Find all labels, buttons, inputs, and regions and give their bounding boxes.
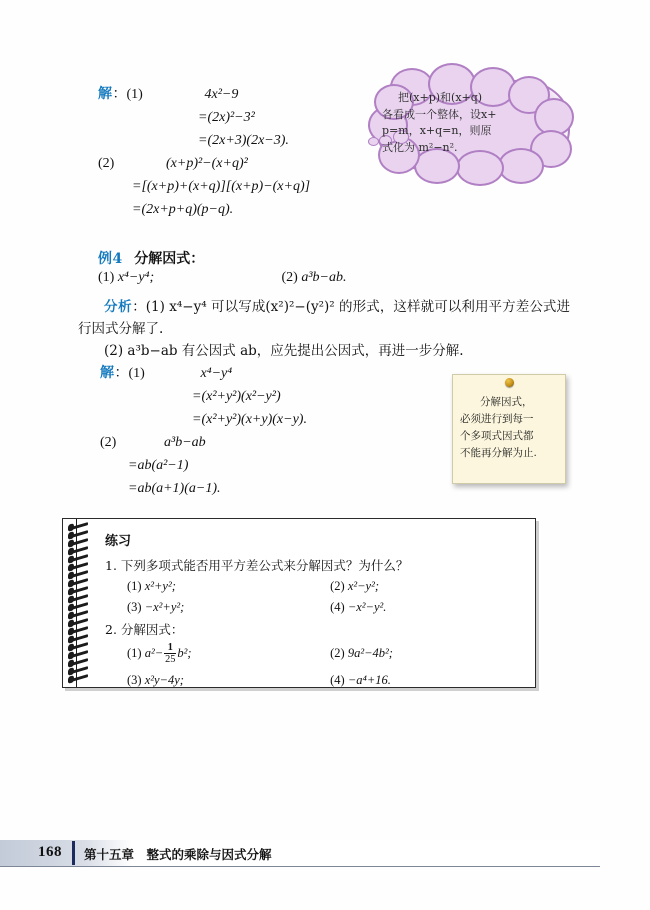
exercise-q2-row xyxy=(105,667,527,694)
solution-keyword: 解 xyxy=(98,86,113,102)
math-expression-lead: a²− xyxy=(144,646,164,660)
thumbtack-icon xyxy=(505,378,514,387)
math-expression: =(2x)²−3² xyxy=(198,110,255,125)
solution-keyword: 解 xyxy=(100,365,115,381)
question-number: 1. xyxy=(105,558,117,573)
exercise-item xyxy=(127,667,327,694)
solution-colon: ： xyxy=(114,365,129,381)
item-label: (2) xyxy=(100,435,117,450)
exercise-q1-row xyxy=(105,576,527,597)
analysis-paragraph-2 xyxy=(78,340,570,362)
footer-rule xyxy=(0,866,600,867)
math-expression: =(2x+3)(2x−3). xyxy=(198,133,289,148)
solution-row xyxy=(98,175,310,198)
question-text: 分解因式： xyxy=(120,622,184,637)
sticky-note xyxy=(452,374,566,484)
math-expression: a³b−ab xyxy=(164,435,206,450)
example4-item xyxy=(98,270,278,286)
math-expression: x⁴−y⁴ xyxy=(200,366,233,381)
item-number: (2) xyxy=(330,579,345,593)
analysis-keyword: 分析 xyxy=(104,299,133,315)
exercise-item xyxy=(330,673,391,687)
math-expression: =ab(a²−1) xyxy=(128,458,189,473)
bubble-line: 式化为 m²−n². xyxy=(382,140,458,154)
example-title: 分解因式： xyxy=(134,251,205,267)
item-number: (4) xyxy=(330,600,345,614)
math-expression: =ab(a+1)(a−1). xyxy=(128,481,221,496)
exercise-title: 练习 xyxy=(105,534,132,549)
exercise-question-2 xyxy=(105,619,527,640)
exercise-content xyxy=(105,531,527,694)
solution-row xyxy=(98,106,310,129)
item-label: (1) xyxy=(126,87,143,102)
sticky-note-text xyxy=(460,394,558,462)
item-label: (1) xyxy=(128,366,145,381)
solution-row xyxy=(98,152,310,175)
math-expression: −x²+y²; xyxy=(144,600,185,614)
chapter-title: 第十五章 整式的乘除与因式分解 xyxy=(84,847,272,862)
math-expression: =(x²+y²)(x²−y²) xyxy=(192,389,281,404)
item-number: (4) xyxy=(330,673,345,687)
analysis-text-2: (2) a³b−ab 有公因式 ab，应先提出公因式，再进一步分解. xyxy=(104,343,464,359)
item-label: (2) xyxy=(98,156,115,171)
page-number: 168 xyxy=(38,844,62,860)
example4-items xyxy=(98,270,518,286)
math-expression: −a⁴+16. xyxy=(347,673,391,687)
math-expression: x²+y²; xyxy=(144,579,176,593)
solution-row xyxy=(100,454,307,477)
solution-row xyxy=(100,431,307,454)
exercise-box xyxy=(62,518,536,688)
bubble-line: 各看成一个整体，设x+ xyxy=(382,107,497,121)
bubble-line: p=m，x+q=n，则原 xyxy=(382,124,492,137)
note-line: 个多项式因式都 xyxy=(460,430,534,442)
fraction xyxy=(164,642,176,665)
question-text: 下列多项式能否用平方差公式来分解因式？为什么？ xyxy=(120,558,409,573)
exercise-item xyxy=(127,640,327,667)
example4-item xyxy=(282,270,347,285)
solution-row xyxy=(100,408,307,431)
analysis-text-1: (1) x⁴−y⁴ 可以写成(x²)²−(y²)² 的形式，这样就可以利用平方差公式进行因式分解了. xyxy=(78,299,571,337)
page-footer xyxy=(0,840,600,867)
math-expression: a³b−ab. xyxy=(301,270,347,285)
note-line: 必须进行到每一 xyxy=(460,413,534,425)
bubble-tail-small xyxy=(368,137,379,146)
math-expression: (x+p)²−(x+q)² xyxy=(166,156,248,171)
exercise-q2-row xyxy=(105,640,527,667)
analysis-colon: ： xyxy=(132,299,146,315)
analysis-paragraph-1 xyxy=(78,296,570,340)
item-number: (2) xyxy=(330,646,345,660)
exercise-item xyxy=(330,579,379,593)
math-expression: x²−y²; xyxy=(347,579,380,593)
math-expression: =(x²+y²)(x+y)(x−y). xyxy=(192,412,307,427)
solution-row xyxy=(98,198,310,221)
footer-divider xyxy=(72,841,75,865)
solution-colon: ： xyxy=(112,86,127,102)
solution-row xyxy=(98,129,310,152)
item-number: (2) xyxy=(281,270,298,285)
exercise-item xyxy=(330,646,393,660)
solution-row xyxy=(98,83,310,106)
exercise-item xyxy=(330,600,386,614)
item-number: (3) xyxy=(127,600,142,614)
thought-bubble xyxy=(348,80,578,195)
math-expression: =[(x+p)+(x+q)][(x+p)−(x+q)] xyxy=(132,179,311,194)
example-label: 例4 xyxy=(98,251,123,267)
math-expression: 9a²−4b²; xyxy=(347,646,393,660)
solution-row xyxy=(100,385,307,408)
exercise-question-1 xyxy=(105,555,527,576)
item-number: (1) xyxy=(127,646,142,660)
fraction-denominator: 25 xyxy=(165,654,176,666)
math-expression: x²y−4y; xyxy=(144,673,184,687)
math-expression: x⁴−y⁴; xyxy=(117,270,155,285)
exercise-item xyxy=(127,597,327,618)
math-expression-tail: b²; xyxy=(177,646,192,660)
thought-bubble-text xyxy=(382,90,564,156)
item-number: (1) xyxy=(98,270,115,285)
solution-block-1 xyxy=(98,83,310,221)
math-expression: =(2x+p+q)(p−q). xyxy=(132,202,234,217)
math-expression: 4x²−9 xyxy=(204,87,239,102)
analysis-section xyxy=(78,296,570,362)
item-number: (1) xyxy=(127,579,142,593)
note-line: 不能再分解为止. xyxy=(460,447,537,459)
question-number: 2. xyxy=(105,622,117,637)
example4-heading xyxy=(98,248,204,268)
note-line: 分解因式， xyxy=(480,396,533,408)
math-expression: −x²−y². xyxy=(347,600,387,614)
exercise-q1-row xyxy=(105,597,527,618)
bubble-line: 把(x+p)和(x+q) xyxy=(398,91,483,104)
solution-block-2 xyxy=(100,362,307,500)
item-number: (3) xyxy=(127,673,142,687)
spiral-binding xyxy=(68,519,90,687)
solution-row xyxy=(100,362,307,385)
fraction-numerator: 1 xyxy=(164,642,176,654)
solution-row xyxy=(100,477,307,500)
exercise-item xyxy=(127,576,327,597)
